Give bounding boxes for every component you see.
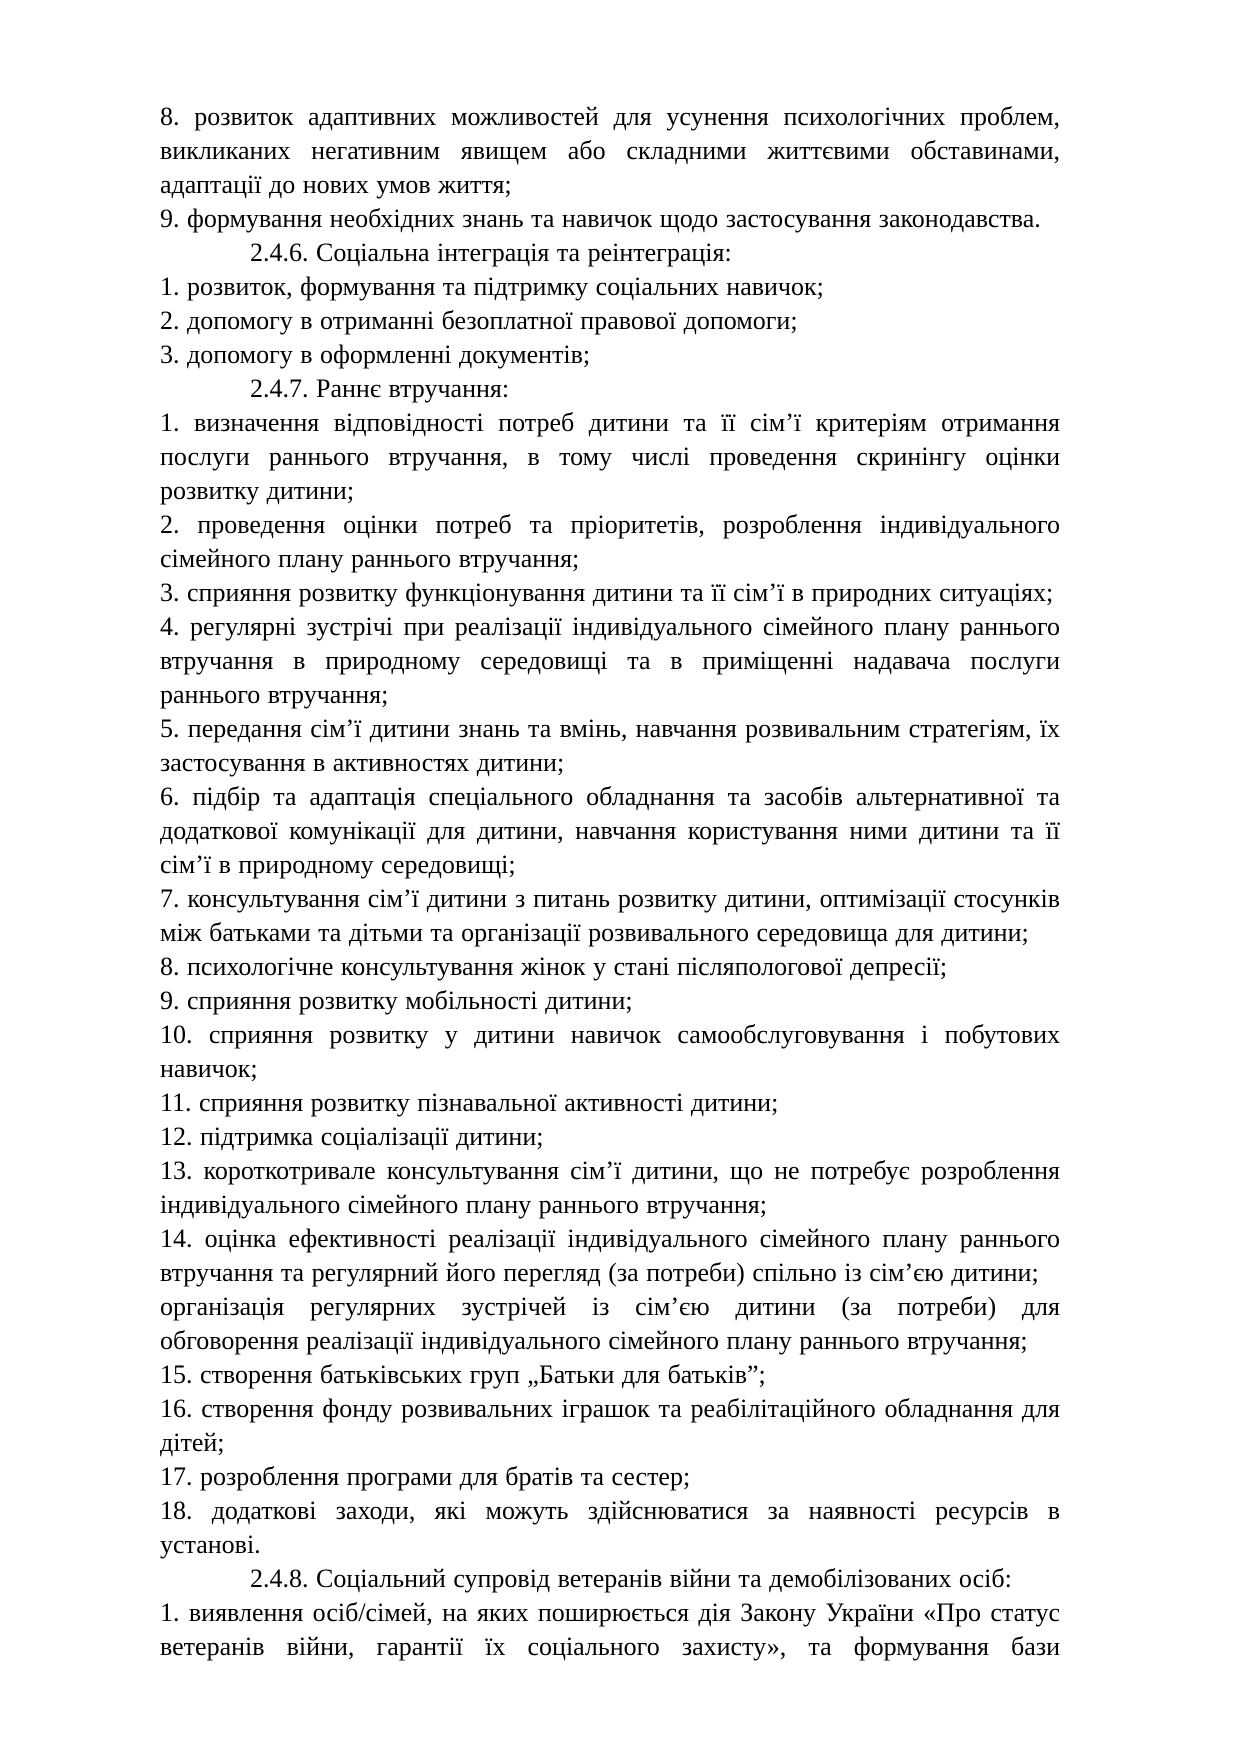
paragraph: 2. допомогу в отриманні безоплатної правової допомоги; [160, 306, 798, 335]
paragraph: 4. регулярні зустрічі при реалізації індивідуального сімейного плану раннього втручання в природному середовищі та в приміщенні надавача послуги раннього втручання; [160, 612, 1060, 709]
paragraph: 1. визначення відповідності потреб дитини та її сім’ї критеріям отримання послуги раннього втручання, в тому числі проведення скринінгу оцінки розвитку дитини; [160, 408, 1060, 505]
paragraph: 9. формування необхідних знань та навичок щодо застосування законодавства. [160, 204, 1041, 233]
paragraph: 8. психологічне консультування жінок у стані післяпологової депресії; [160, 952, 948, 981]
paragraph: 11. сприяння розвитку пізнавальної активності дитини; [160, 1088, 779, 1117]
paragraph: 16. створення фонду розвивальних іграшок та реабілітаційного обладнання для дітей; [160, 1394, 1060, 1457]
paragraph: 3. допомогу в оформленні документів; [160, 340, 591, 369]
paragraph: 13. короткотривале консультування сім’ї дитини, що не потребує розроблення індивідуального сімейного плану раннього втручання; [160, 1156, 1060, 1219]
paragraph: 18. додаткові заходи, які можуть здійснюватися за наявності ресурсів в установі. [160, 1496, 1060, 1559]
paragraph: 5. передання сім’ї дитини знань та вмінь, навчання розвивальним стратегіям, їх застосування в активностях дитини; [160, 714, 1060, 777]
paragraph: 6. підбір та адаптація спеціального обладнання та засобів альтернативної та додаткової комунікації для дитини, навчання користування ними дитини та її сім’ї в природному середовищі; [160, 782, 1060, 879]
paragraph: 8. розвиток адаптивних можливостей для усунення психологічних проблем, викликаних негативним явищем або складними життєвими обставинами, адаптації до нових умов життя; [160, 102, 1060, 199]
section-heading: 2.4.7. Раннє втручання: [250, 374, 510, 403]
paragraph: 2. проведення оцінки потреб та пріоритетів, розроблення індивідуального сімейного плану раннього втручання; [160, 510, 1060, 573]
section-heading: 2.4.8. Соціальний супровід ветеранів війни та демобілізованих осіб: [250, 1564, 1012, 1593]
paragraph: 12. підтримка соціалізації дитини; [160, 1122, 544, 1151]
paragraph: 1. виявлення осіб/сімей, на яких поширюється дія Закону України «Про статус ветеранів війни, гарантії їх соціального захисту», та формування бази [160, 1598, 1060, 1661]
paragraph: 15. створення батьківських груп „Батьки для батьків”; [160, 1360, 766, 1389]
paragraph: 7. консультування сім’ї дитини з питань розвитку дитини, оптимізації стосунків між батьками та дітьми та організації розвивального середовища для дитини; [160, 884, 1060, 947]
paragraph: 10. сприяння розвитку у дитини навичок самообслуговування і побутових навичок; [160, 1020, 1060, 1083]
paragraph: організація регулярних зустрічей із сім’єю дитини (за потреби) для обговорення реалізації індивідуального сімейного плану раннього втручання; [160, 1292, 1060, 1355]
paragraph: 9. сприяння розвитку мобільності дитини; [160, 986, 633, 1015]
paragraph: 17. розроблення програми для братів та сестер; [160, 1462, 691, 1491]
document-body [160, 100, 1060, 1664]
paragraph: 14. оцінка ефективності реалізації індивідуального сімейного плану раннього втручання та регулярний його перегляд (за потреби) спільно із сім’єю дитини; [160, 1224, 1060, 1287]
paragraph: 3. сприяння розвитку функціонування дитини та її сім’ї в природних ситуаціях; [160, 578, 1054, 607]
paragraph: 1. розвиток, формування та підтримку соціальних навичок; [160, 272, 824, 301]
section-heading: 2.4.6. Соціальна інтеграція та реінтеграція: [250, 238, 732, 267]
